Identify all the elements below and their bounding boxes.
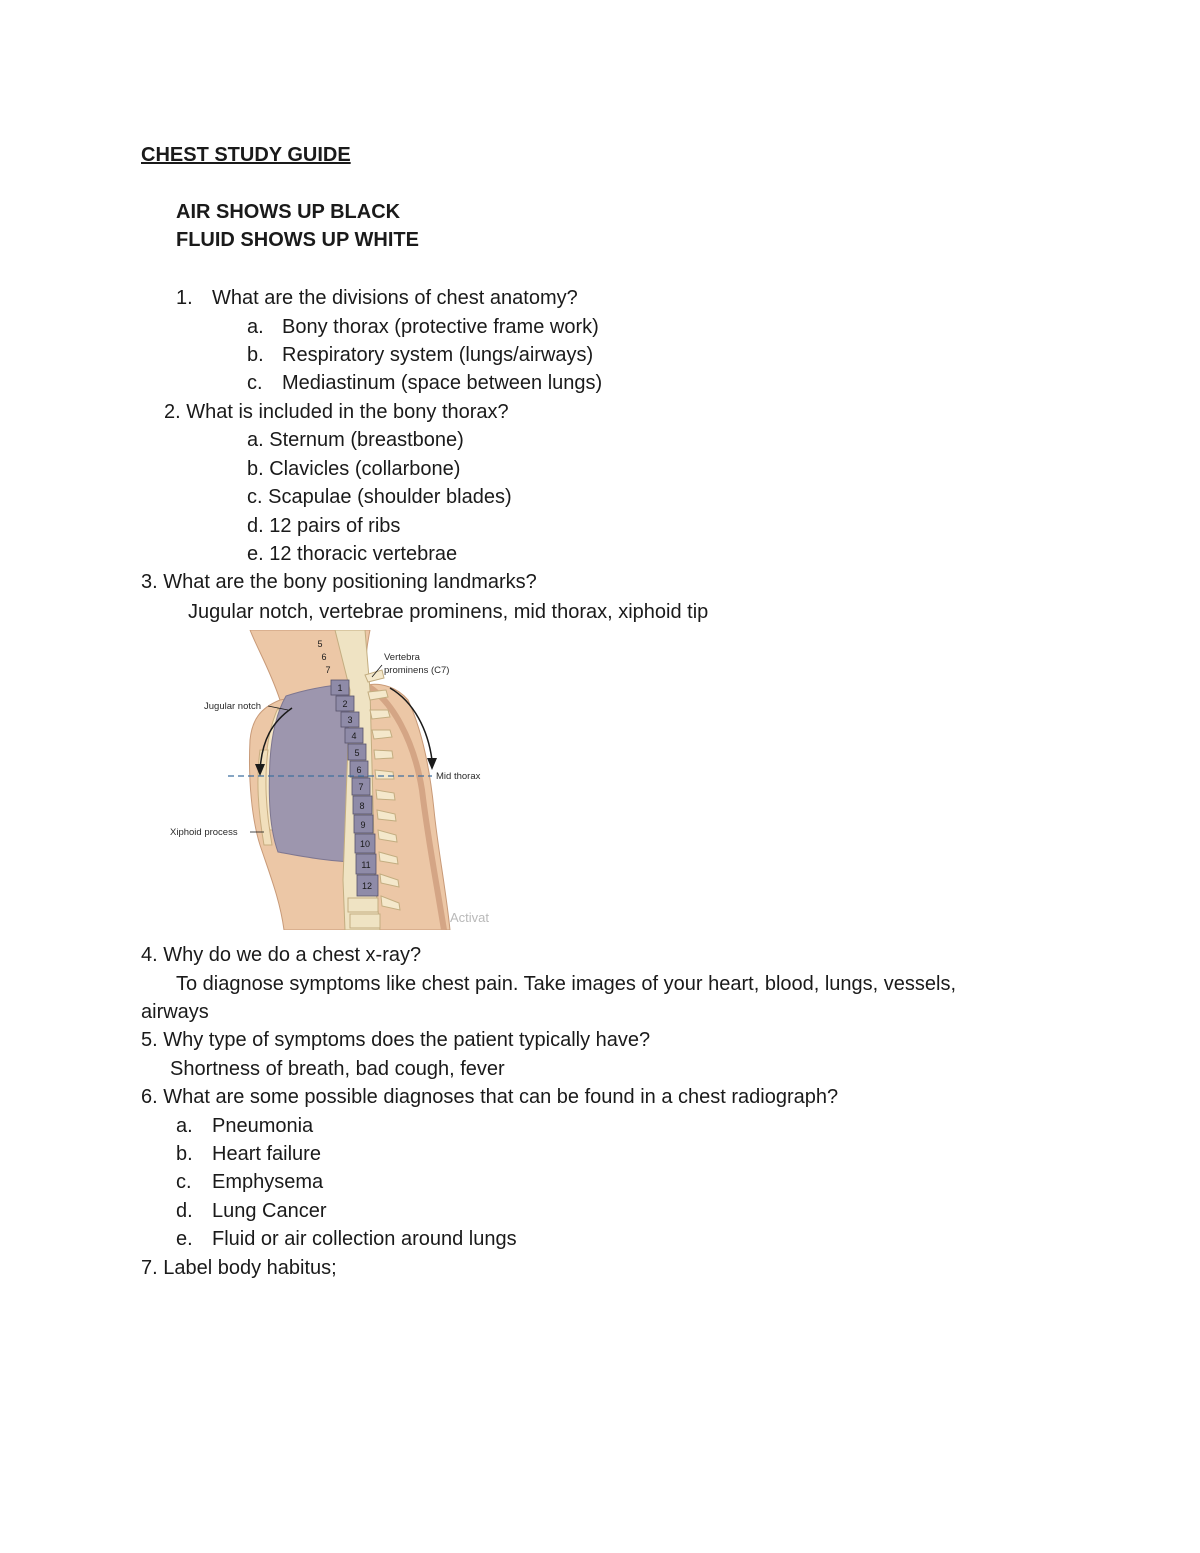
- list-item: Emphysema: [212, 1171, 324, 1193]
- list-item: Pneumonia: [212, 1115, 314, 1137]
- q1-number: 1.: [176, 287, 193, 309]
- list-item: a. Sternum (breastbone): [247, 429, 464, 451]
- thoracic-label: 4: [351, 731, 357, 741]
- q6-question: 6. What are some possible diagnoses that can be found in a chest radiograph?: [141, 1086, 839, 1108]
- q4-question: 4. Why do we do a chest x-ray?: [141, 944, 422, 966]
- list-marker: a.: [176, 1115, 193, 1137]
- list-marker: b.: [247, 344, 264, 366]
- list-marker: a.: [247, 316, 264, 338]
- thoracic-label: 12: [361, 881, 373, 891]
- list-item: Lung Cancer: [212, 1200, 327, 1222]
- list-marker: c.: [176, 1171, 192, 1193]
- list-item: Respiratory system (lungs/airways): [282, 344, 594, 366]
- list-marker: d.: [176, 1200, 193, 1222]
- list-marker: c.: [247, 372, 263, 394]
- q1-question: What are the divisions of chest anatomy?: [212, 287, 578, 309]
- vertebra-prominens-label: prominens (C7): [384, 665, 450, 676]
- list-item: Heart failure: [212, 1143, 321, 1165]
- mid-thorax-label: Mid thorax: [436, 771, 481, 782]
- rule-fluid: FLUID SHOWS UP WHITE: [176, 229, 419, 251]
- q2-question: 2. What is included in the bony thorax?: [164, 401, 509, 423]
- thoracic-label: 3: [347, 715, 353, 725]
- list-item: b. Clavicles (collarbone): [247, 458, 461, 480]
- q3-question: 3. What are the bony positioning landmarks?: [141, 571, 537, 593]
- jugular-notch-label: Jugular notch: [204, 701, 262, 712]
- thoracic-label: 9: [360, 820, 366, 830]
- list-item: Bony thorax (protective frame work): [282, 316, 599, 338]
- chest-landmarks-figure: [160, 630, 520, 930]
- thoracic-label: 10: [359, 839, 371, 849]
- list-item: e. 12 thoracic vertebrae: [247, 543, 458, 565]
- list-marker: e.: [176, 1228, 193, 1250]
- list-item: c. Scapulae (shoulder blades): [247, 486, 512, 508]
- thoracic-label: 6: [356, 765, 362, 775]
- thoracic-label: 5: [354, 748, 360, 758]
- list-item: Mediastinum (space between lungs): [282, 372, 603, 394]
- xiphoid-process-label: Xiphoid process: [170, 827, 238, 838]
- vertebra-prominens-label: Vertebra: [384, 652, 420, 663]
- rule-air: AIR SHOWS UP BLACK: [176, 201, 401, 223]
- q3-answer: Jugular notch, vertebrae prominens, mid thorax, xiphoid tip: [188, 601, 709, 623]
- list-item: d. 12 pairs of ribs: [247, 515, 401, 537]
- cervical-label: 5: [317, 639, 323, 649]
- q7-question: 7. Label body habitus;: [141, 1257, 337, 1279]
- list-marker: b.: [176, 1143, 193, 1165]
- page-title: CHEST STUDY GUIDE: [141, 144, 351, 166]
- q4-answer-line1: To diagnose symptoms like chest pain. Take images of your heart, blood, lungs, vessels,: [176, 973, 957, 995]
- q4-answer-line2: airways: [141, 1001, 209, 1023]
- list-item: Fluid or air collection around lungs: [212, 1228, 517, 1250]
- q5-answer: Shortness of breath, bad cough, fever: [170, 1058, 505, 1080]
- thoracic-label: 8: [359, 801, 365, 811]
- q5-question: 5. Why type of symptoms does the patient typically have?: [141, 1029, 651, 1051]
- thoracic-label: 7: [358, 782, 364, 792]
- thoracic-label: 11: [361, 860, 371, 870]
- watermark-text: Activat: [450, 910, 490, 925]
- cervical-label: 7: [325, 665, 331, 675]
- thoracic-label: 2: [342, 699, 348, 709]
- cervical-label: 6: [321, 652, 327, 662]
- thoracic-label: 1: [337, 683, 343, 693]
